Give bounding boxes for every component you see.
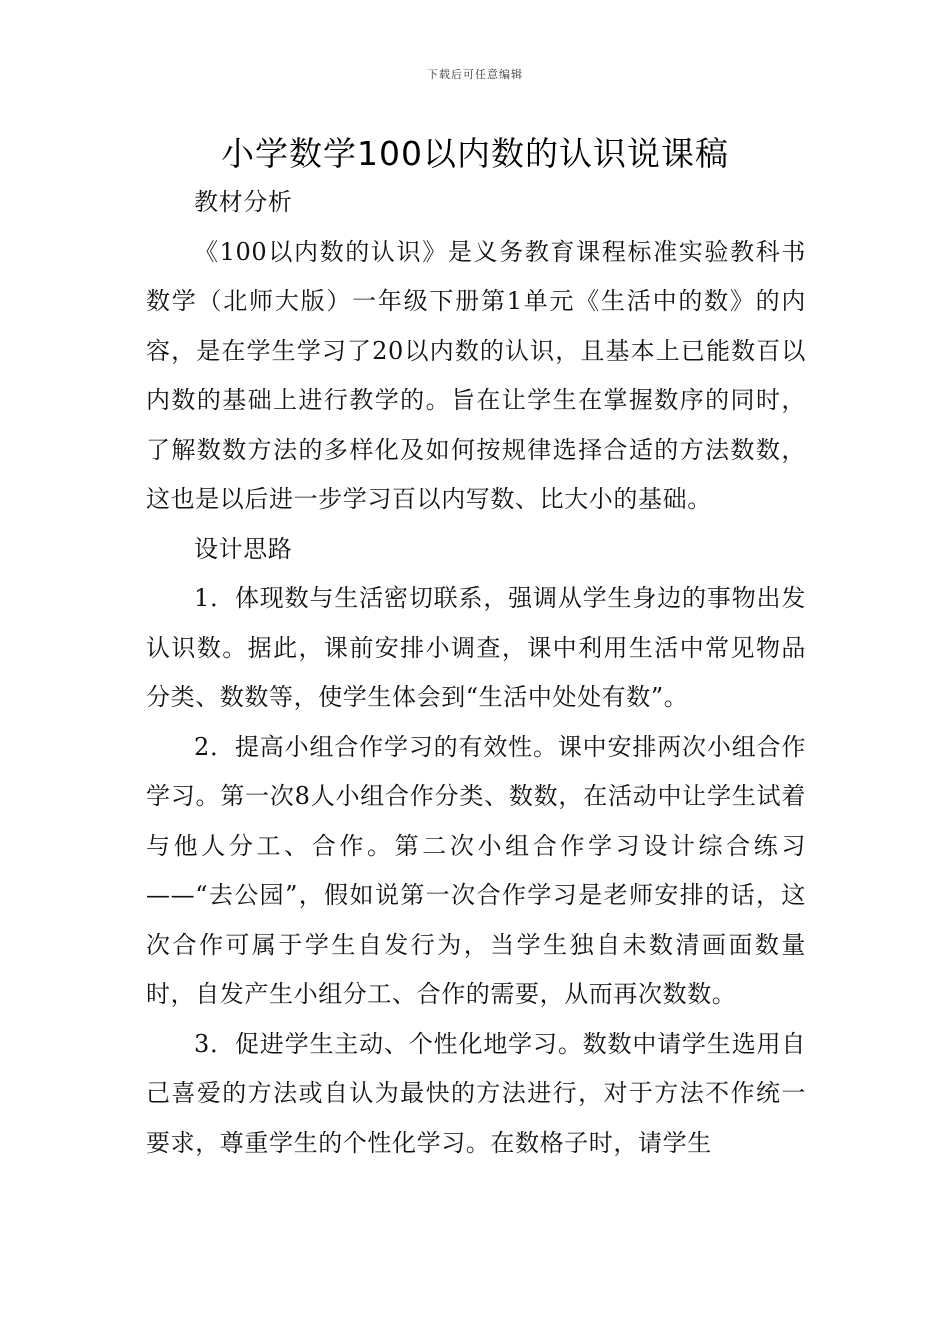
paragraph-textbook-analysis: 《100以内数的认识》是义务教育课程标准实验教科书数学（北师大版）一年级下册第1单元《生活中的数》的内容，是在学生学习了20以内数的认识，且基本上已能数百以内数的基础上进行教学的。旨在让学生在掌握数序的同时，了解数数方法的多样化及如何按规律选择合适的方法数数，这也是以后进一步学习百以内写数、比大小的基础。 (146, 237, 806, 513)
header-note: 下载后可任意编辑 (427, 68, 523, 81)
paragraph-point-3: 3．促进学生主动、个性化地学习。数数中请学生选用自己喜爱的方法或自认为最快的方法进行，对于方法不作统一要求，尊重学生的个性化学习。在数格子时，请学生 (146, 1029, 806, 1157)
section-heading-design-ideas: 设计思路 (194, 534, 293, 563)
document-body (146, 178, 806, 1168)
paragraph-point-1: 1．体现数与生活密切联系，强调从学生身边的事物出发认识数。据此，课前安排小调查，课中利用生活中常见物品分类、数数等，使学生体会到“生活中处处有数”。 (146, 584, 806, 711)
section-heading-textbook-analysis: 教材分析 (194, 188, 293, 216)
document-title: 小学数学100以内数的认识说课稿 (221, 134, 729, 173)
paragraph-point-2: 2．提高小组合作学习的有效性。课中安排两次小组合作学习。第一次8人小组合作分类、数数，在活动中让学生试着与他人分工、合作。第二次小组合作学习设计综合练习——“去公园”，假如说第一次合作学习是老师安排的话，这次合作可属于学生自发行为，当学生独自未数清画面数量时，自发产生小组分工、合作的需要，从而再次数数。 (146, 732, 806, 1008)
